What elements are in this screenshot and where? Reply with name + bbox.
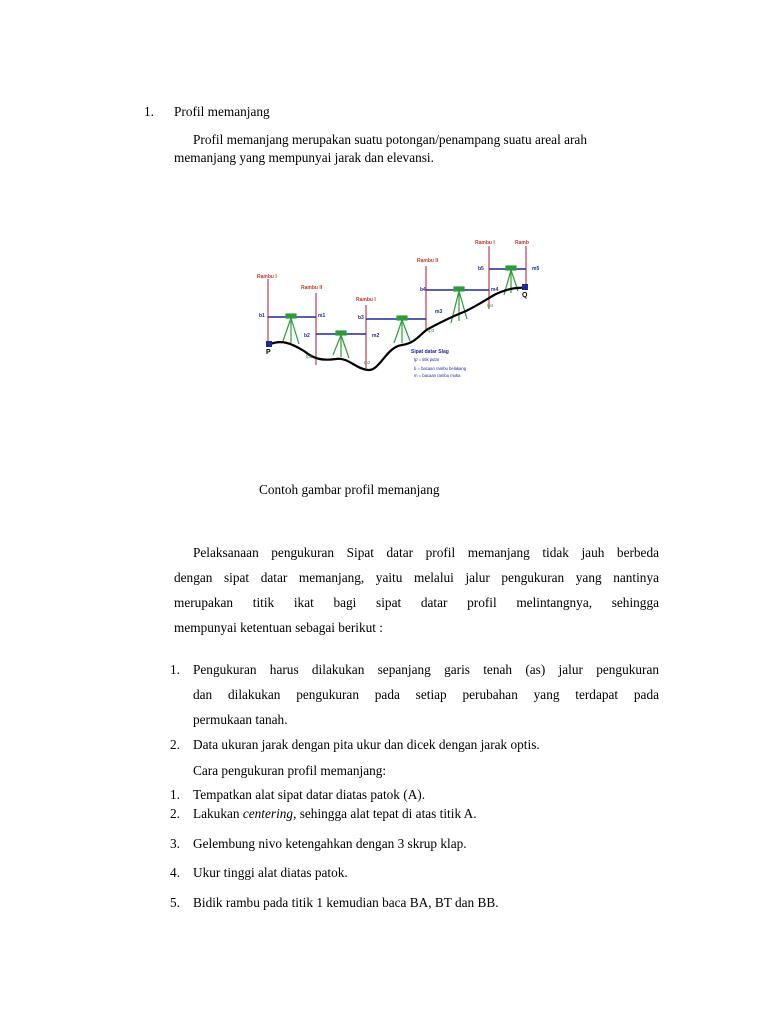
step-5-text: Bidik rambu pada titik 1 kemudian baca BA, BT dan BB. [193,895,499,910]
step-1-text: Tempatkan alat sipat datar diatas patok (A). [193,787,426,802]
turning-label-4: tp4 [487,303,494,308]
reading-label-m4: m4 [491,287,499,293]
reading-label-b1: b1 [259,313,265,319]
method-title: Cara pengukuran profil memanjang: [193,763,387,778]
rule-2-line1: Data ukuran jarak dengan pita ukur dan dicek dengan jarak optis. [193,737,540,752]
instrument-1 [283,314,299,344]
step-2-text-pre: Lakukan [193,806,243,821]
staff-label-2: Rambu II [301,285,323,291]
section-number: 1. [144,104,154,119]
step-3-text: Gelembung nivo ketengahkan dengan 3 skrup klap. [193,836,467,851]
step-2-text [193,806,477,822]
turning-label-1: tp1 [306,354,313,359]
reading-label-b3: b3 [358,315,364,321]
staff-label-6: Ramb [515,240,529,246]
rule-number-1: 1. [170,662,180,677]
point-p-label: P [266,349,271,356]
paragraph-line3: merupakan titik ikat bagi sipat datar profil melintangnya, sehingga [174,595,659,610]
point-q-label: Q [522,292,528,299]
reading-label-m3: m3 [435,309,443,315]
legend-title: Sipat datar Slag [411,349,449,355]
instrument-4 [451,287,467,323]
step-2-text-emphasis: centering [242,806,294,821]
staff-label-5: Rambu I [475,240,495,246]
section-title: Profil memanjang [174,104,270,119]
turning-label-3: tp3 [428,328,435,333]
point-q-marker [522,284,528,290]
figure-caption: Contoh gambar profil memanjang [259,482,440,497]
instrument-2 [333,331,349,358]
step-2-text-post: , sehingga alat tepat di atas titik A. [293,806,477,821]
rule-number-2: 2. [170,737,180,752]
rule-1-line1: Pengukuran harus dilakukan sepanjang garis tenah (as) jalur pengukuran [193,662,659,677]
paragraph-line1: Pelaksanaan pengukuran Sipat datar profil memanjang tidak jauh berbeda [193,545,659,560]
step-number-2: 2. [170,806,180,821]
legend-line2: b = bacaan rambu belakang [414,366,467,371]
staff-label-1: Rambu I [257,274,277,280]
paragraph-line4: mempunyai ketentuan sebagai berikut : [174,620,383,635]
step-number-3: 3. [170,836,180,851]
rule-1-line2: dan dilakukan pengukuran pada setiap perubahan yang terdapat pada [193,687,659,702]
point-p-marker [266,341,272,347]
legend-line1: tp = titik putar [414,357,440,362]
staff-label-3: Rambu I [356,297,376,303]
intro-text-line1: Profil memanjang merupakan suatu potongan/penampang suatu areal arah [193,132,587,147]
staff-label-4: Rambu II [417,258,439,264]
step-number-1: 1. [170,787,180,802]
reading-label-b4: b4 [420,287,426,293]
reading-label-m5: m5 [532,266,540,272]
turning-label-2: tp2 [364,360,371,365]
step-number-4: 4. [170,865,180,880]
reading-label-m2: m2 [372,333,380,339]
step-4-text: Ukur tinggi alat diatas patok. [193,865,348,880]
reading-label-m1: m1 [318,313,326,319]
profile-figure [256,233,546,388]
paragraph-line2: dengan sipat datar memanjang, yaitu melalui jalur pengukuran yang nantinya [174,570,659,585]
intro-text-line2: memanjang yang mempunyai jarak dan elevansi. [174,150,434,165]
reading-label-b5: b5 [478,266,484,272]
rule-1-line3: permukaan tanah. [193,712,288,727]
reading-label-b2: b2 [304,333,310,339]
step-number-5: 5. [170,895,180,910]
legend-line3: m = bacaan rambu muka [414,373,461,378]
instrument-3 [394,316,410,343]
